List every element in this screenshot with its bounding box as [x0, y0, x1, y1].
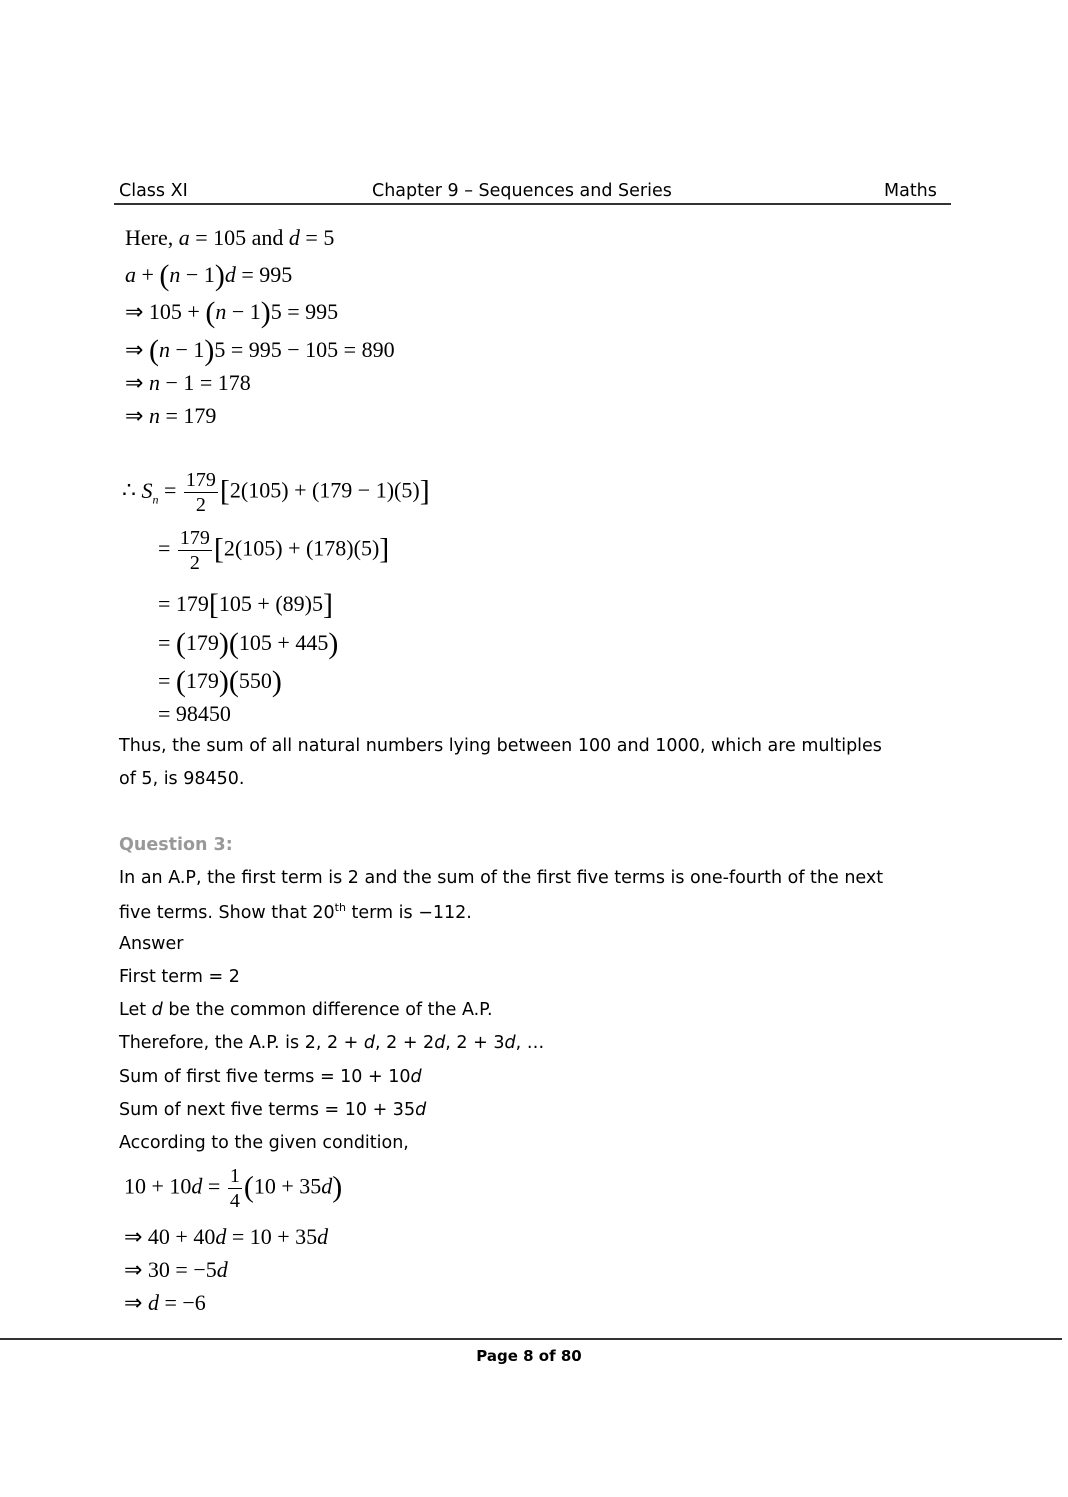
page-number: Page 8 of 80: [476, 1347, 582, 1365]
math-line-substitute: ⇒ 105 + (n − 1)5 = 995: [125, 296, 339, 329]
answer-sum-next-five: [119, 1100, 426, 1120]
math-line-sum-step2: = 179[105 + (89)5]: [158, 588, 333, 621]
text: be the common difference of the A.P.: [162, 1000, 493, 1020]
text: Sum of next five terms = 10 + 35: [119, 1100, 416, 1120]
footer-divider: [0, 1338, 1062, 1340]
conclusion-line-2: of 5, is 98450.: [119, 769, 245, 789]
variable-d: d: [363, 1033, 375, 1053]
math-line-n-minus-1: ⇒ n − 1 = 178: [125, 370, 251, 395]
math-line-sum-result: = 98450: [158, 701, 231, 726]
answer-sum-first-five: [119, 1067, 422, 1087]
answer-first-term: First term = 2: [119, 967, 240, 987]
math-line-general-term: a + (n − 1)d = 995: [125, 259, 293, 292]
variable-d: d: [410, 1067, 422, 1087]
text: Sum of first five terms = 10 + 10: [119, 1067, 411, 1087]
question-text-post: term is −112.: [345, 902, 472, 923]
text: , 2 + 2: [375, 1033, 435, 1053]
math-line-given: Here, a = 105 and d = 5: [125, 225, 335, 250]
question-text-pre: five terms. Show that 20: [119, 902, 335, 923]
math-line-n-value: ⇒ n = 179: [125, 403, 217, 428]
math-line-multiply: ⇒ 40 + 40d = 10 + 35d: [124, 1224, 329, 1249]
answer-ap-sequence: [119, 1033, 544, 1053]
header-chapter: Chapter 9 – Sequences and Series: [372, 181, 672, 201]
text: , 2 + 3: [445, 1033, 505, 1053]
question-text-line-2: [119, 901, 472, 923]
answer-let-d: [119, 1000, 493, 1020]
variable-d: d: [504, 1033, 516, 1053]
math-line-d-value: ⇒ d = −6: [124, 1290, 206, 1315]
math-line-sum-step4: = (179)(550): [158, 665, 282, 698]
header-class: Class XI: [119, 181, 188, 201]
math-line-sum-step3: = (179)(105 + 445): [158, 627, 339, 660]
variable-d: d: [151, 1000, 163, 1020]
conclusion-line-1: Thus, the sum of all natural numbers lying between 100 and 1000, which are multiples: [119, 736, 882, 756]
math-line-simplify: ⇒ (n − 1)5 = 995 − 105 = 890: [125, 334, 395, 367]
answer-label: Answer: [119, 934, 184, 954]
variable-d: d: [434, 1033, 446, 1053]
header-divider: [114, 203, 951, 205]
question-text-line-1: In an A.P, the first term is 2 and the sum of the first five terms is one-fourth of the next: [119, 868, 884, 888]
math-line-sum-formula: ∴ $S_n$ = $\frac{179}{2}$ [2(105) + (179 − 1)(5)]: [122, 469, 430, 516]
math-line-sum-step1: = $\frac{179}{2}$ [2(105) + (178)(5)]: [158, 527, 390, 574]
math-line-condition-eq: 10 + 10d = $\frac{1}{4}$ (10 + 35d): [124, 1165, 343, 1212]
question-heading: Question 3:: [119, 835, 233, 855]
header-subject: Maths: [884, 181, 937, 201]
text: Let: [119, 1000, 152, 1020]
answer-condition: According to the given condition,: [119, 1133, 409, 1153]
variable-d: d: [415, 1100, 427, 1120]
text: , …: [515, 1033, 545, 1053]
text: Therefore, the A.P. is 2, 2 +: [119, 1033, 364, 1053]
ordinal-superscript: th: [334, 901, 346, 914]
math-line-rearrange: ⇒ 30 = −5d: [124, 1257, 228, 1282]
